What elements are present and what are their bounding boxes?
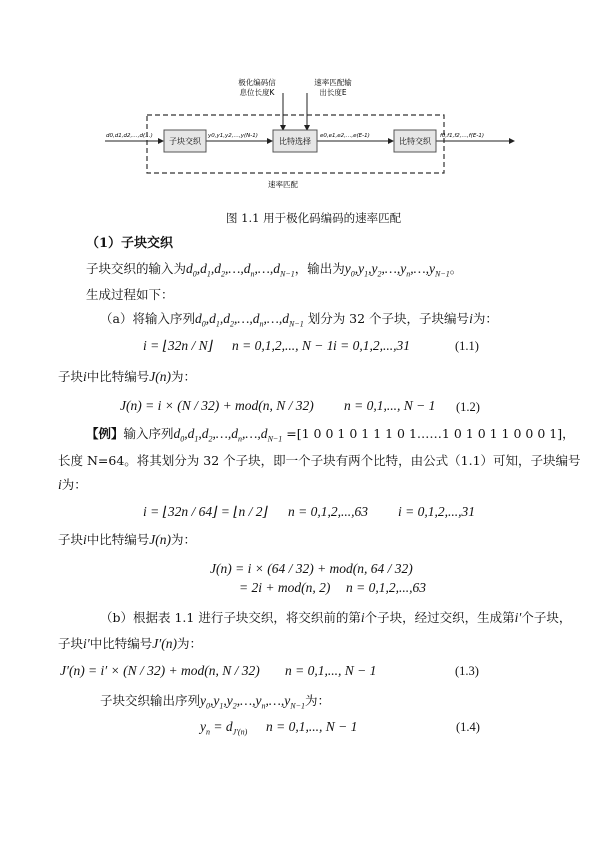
- p5-end: 为：: [171, 532, 197, 547]
- p6b-J: J′(n): [152, 636, 177, 651]
- example-line3: [58, 477, 87, 493]
- box1-label: 子块交织: [169, 137, 201, 146]
- p6b-prefix: 子块: [58, 636, 84, 651]
- p7-seq: $y_0,y_1,y_2,\dots,y_n,\dots,y_{N-1}$: [200, 693, 305, 711]
- example-line1: [86, 426, 575, 448]
- eq13-body: J′(n) = i′ × (N / 32) + mod(n, N / 32): [60, 663, 260, 678]
- p4-prefix: 子块: [58, 369, 84, 384]
- eq14-range: n = 0,1,..., N − 1: [266, 719, 358, 734]
- input-seq-label: d0,d1,d2,…,d(…): [106, 133, 153, 139]
- p1-mid: ，输出为: [294, 261, 345, 276]
- example-line3-i: i: [58, 477, 62, 492]
- output-seq-label: f0,f1,f2,…,f(E-1): [440, 133, 484, 139]
- eq12-range: n = 0,1,..., N − 1: [344, 398, 436, 413]
- eq12-body: J(n) = i × (N / 32) + mod(n, N / 32): [120, 398, 314, 413]
- p3-seq: $d_0,d_1,d_2,\dots,d_n,\dots,d_{N-1}$: [194, 311, 304, 329]
- p6b-end: 为：: [176, 636, 202, 651]
- eq13-number: (1.3): [455, 664, 479, 678]
- p1-prefix: 子块交织的输入为: [86, 261, 187, 276]
- output-length-label-1: 速率匹配输: [314, 78, 352, 87]
- p3-end: 为：: [472, 311, 498, 326]
- paragraph-step-b-line2: [58, 636, 202, 652]
- eq-ex2-line1: J(n) = i × (64 / 32) + mod(n, 64 / 32): [210, 561, 413, 576]
- p5-i: i: [83, 532, 87, 547]
- eq11-lhs: i = ⌊32n / N⌋: [143, 338, 213, 353]
- eq-ex1-range2: i = 0,1,2,...,31: [398, 504, 475, 519]
- p6-i: i: [360, 610, 365, 625]
- example-line2: 长度 N=64。将其划分为 32 个子块，即一个子块有两个比特，由公式（1.1）可知，子块编号: [58, 453, 581, 468]
- p5-mid: 中比特编号: [86, 532, 150, 547]
- rate-matching-label: 速率匹配: [268, 180, 298, 189]
- box2-label: 比特选择: [279, 137, 311, 146]
- p4-end: 为：: [171, 369, 197, 384]
- p4-i: i: [83, 369, 87, 384]
- p6-mid: 个子块，经过交织，生成第: [364, 610, 515, 625]
- eq11-number: (1.1): [455, 339, 479, 353]
- example-bits: =[1 0 0 1 0 1 1 1 0 1……1 0 1 0 1 1 0 0 0 1]，: [286, 426, 575, 441]
- eq11-range1: n = 0,1,2,..., N − 1: [232, 338, 334, 353]
- output-length-label-2: 出长度E: [319, 88, 347, 97]
- example-label: 【例】: [86, 426, 124, 441]
- paragraph-step-a: [100, 311, 498, 333]
- y-seq-label: y0,y1,y2,…,y(N-1): [208, 133, 258, 139]
- box3-label: 比特交织: [399, 137, 431, 146]
- info-length-label-2: 息位长度K: [239, 88, 275, 97]
- p3-prefix: （a）将输入序列: [100, 311, 195, 326]
- p7-end: 为：: [305, 693, 331, 708]
- paragraph-bit-index: [58, 369, 196, 385]
- eq14-number: (1.4): [456, 720, 480, 734]
- p3-suffix: 划分为 32 个子块，子块编号: [307, 311, 470, 326]
- p1-seq-d: $d_0,d_1,d_2,\dots,d_n,\dots,d_{N-1}$: [186, 261, 295, 279]
- figure-caption: 图 1.1 用于极化码编码的速率匹配: [226, 211, 402, 225]
- p1-seq-y: $y_0,y_1,y_2,\dots,y_n,\dots,y_{N-1}$: [344, 261, 450, 279]
- eq14-body: $y_n = d_{J'(n)}$: [200, 719, 248, 737]
- p5-J: J(n): [149, 532, 172, 547]
- example-prefix: 输入序列: [123, 426, 174, 441]
- p7-prefix: 子块交织输出序列: [100, 693, 201, 708]
- eq13-range: n = 0,1,..., N − 1: [285, 663, 377, 678]
- p3-i: i: [469, 311, 473, 326]
- eq-ex1-lhs: i = ⌊32n / 64⌋ = ⌊n / 2⌋: [143, 504, 268, 519]
- paragraph-process: 生成过程如下：: [86, 287, 174, 302]
- p1-end: 。: [449, 261, 463, 276]
- p6-prefix: （b）根据表 1.1 进行子块交织，将交织前的第: [100, 610, 361, 625]
- paragraph-example-bit-index: [58, 532, 196, 548]
- example-seq: $d_0,d_1,d_2,\dots,d_n,\dots,d_{N-1}$: [173, 426, 283, 444]
- p6-end: 个子块，: [521, 610, 572, 625]
- p5-prefix: 子块: [58, 532, 84, 547]
- info-length-label-1: 极化编码信: [238, 78, 276, 87]
- rate-matching-diagram: [0, 0, 614, 200]
- section-title: （1）子块交织: [86, 236, 174, 251]
- p4-J: J(n): [149, 369, 172, 384]
- p6b-mid: 中比特编号: [89, 636, 153, 651]
- paragraph-step-b-line1: [100, 610, 571, 626]
- p6b-iprime: i′: [83, 636, 90, 651]
- paragraph-output: [100, 693, 330, 715]
- eq-ex2-line2: = 2i + mod(n, 2): [239, 580, 331, 595]
- paragraph-input-output: [86, 261, 462, 283]
- example-line3-end: 为：: [61, 477, 87, 492]
- eq-ex1-range1: n = 0,1,2,...,63: [288, 504, 368, 519]
- eq-ex2-range: n = 0,1,2,...,63: [346, 580, 426, 595]
- p4-mid: 中比特编号: [86, 369, 150, 384]
- eq11-range2: i = 0,1,2,...,31: [333, 338, 410, 353]
- p6-iprime: i′: [514, 610, 522, 625]
- e-seq-label: e0,e1,e2,…,e(E-1): [320, 133, 370, 139]
- eq12-number: (1.2): [456, 400, 480, 414]
